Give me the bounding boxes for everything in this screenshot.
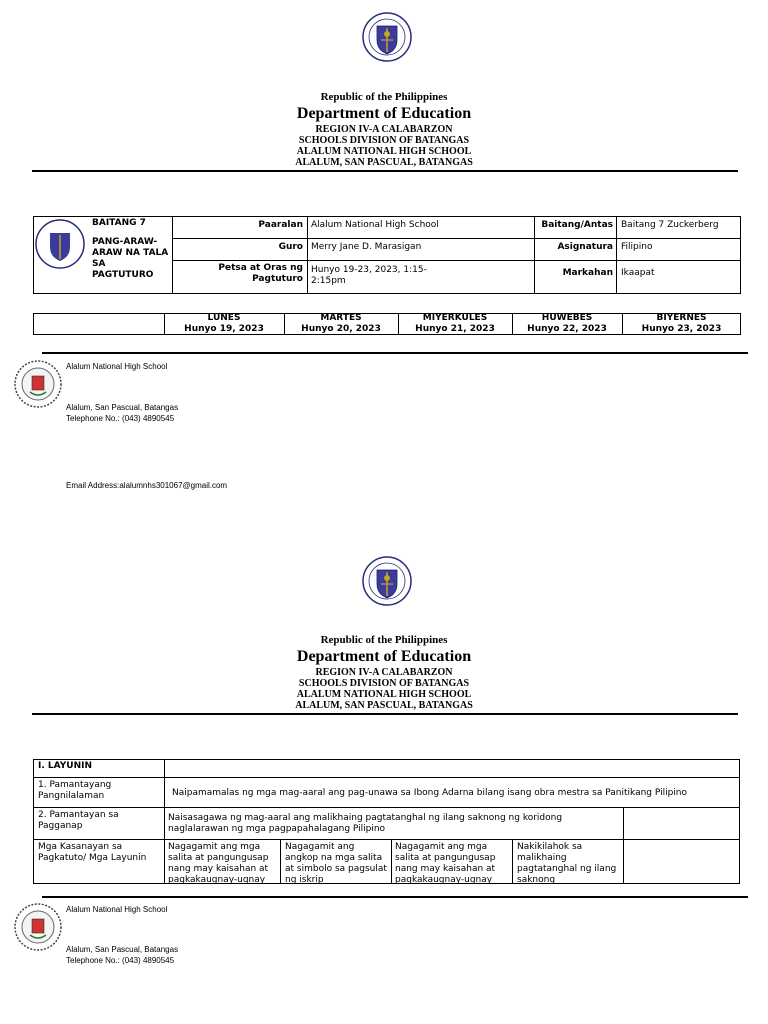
school-logo-icon	[14, 903, 62, 951]
footer-divider	[42, 896, 748, 898]
department-title: Department of Education	[296, 105, 472, 122]
day-header: BIYERNES Hunyo 23, 2023	[641, 313, 722, 334]
subject-value: Filipino	[621, 242, 653, 252]
day-header: MARTES Hunyo 20, 2023	[301, 313, 381, 334]
date-time-value: Hunyo 19-23, 2023, 1:15-2:15pm	[311, 265, 427, 286]
school-line: ALALUM NATIONAL HIGH SCHOOL	[296, 146, 472, 157]
republic-line: Republic of the Philippines	[320, 91, 448, 103]
footer-address: Alalum, San Pascual, Batangas	[66, 945, 179, 954]
subject-label: Asignatura	[557, 242, 613, 252]
competency-cell: Nagagamit ang angkop na mga salita at simbolo sa pagsulat ng iskrip	[285, 842, 387, 885]
footer-telephone: Telephone No.: (043) 4890545	[66, 414, 175, 423]
footer-divider	[42, 352, 748, 354]
republic-line: Republic of the Philippines	[320, 634, 448, 646]
content-standard-label: 1. Pamantayang Pangnilalaman	[38, 780, 112, 801]
grade-value: Baitang 7 Zuckerberg	[621, 220, 719, 230]
footer-school: Alalum National High School	[66, 905, 168, 914]
competency-cell: Nagagamit ang mga salita at pangungusap nang may kaisahan at pagkakaugnay-ugnay	[395, 842, 496, 885]
deped-seal-icon	[362, 556, 412, 606]
deped-seal-small-icon	[35, 219, 85, 269]
school-logo-icon	[14, 360, 62, 408]
teacher-value: Merry Jane D. Marasigan	[311, 242, 422, 252]
performance-standard-label: 2. Pamantayan sa Pagganap	[38, 810, 119, 831]
footer-address: Alalum, San Pascual, Batangas	[66, 403, 179, 412]
region-line: REGION IV-A CALABARZON	[315, 124, 453, 135]
grade-title: BAITANG 7	[92, 218, 146, 228]
school-line: ALALUM NATIONAL HIGH SCHOOL	[296, 689, 472, 700]
grade-label: Baitang/Antas	[541, 220, 613, 230]
day-header: MIYERKULES Hunyo 21, 2023	[415, 313, 495, 334]
footer-email: Email Address:alalumnhs301067@gmail.com	[66, 481, 228, 490]
footer-telephone: Telephone No.: (043) 4890545	[66, 956, 175, 965]
doc-title: PANG-ARAW-ARAW NA TALA SA PAGTUTURO	[92, 237, 169, 280]
header-divider	[32, 170, 738, 172]
competency-cell: Nakikilahok sa malikhaing pagtatanghal ng ilang saknong	[517, 842, 617, 885]
content-standard-value: Naipamamalas ng mga mag-aaral ang pag-unawa sa Ibong Adarna bilang isang obra mestra sa Panitikang Pilipino	[172, 788, 688, 798]
header-divider	[32, 713, 738, 715]
address-line: ALALUM, SAN PASCUAL, BATANGAS	[295, 157, 473, 168]
school-value: Alalum National High School	[311, 220, 439, 230]
department-title: Department of Education	[296, 648, 472, 665]
day-header: HUWEBES Hunyo 22, 2023	[527, 313, 607, 334]
region-line: REGION IV-A CALABARZON	[315, 667, 453, 678]
performance-standard-value: Naisasagawa ng mag-aaral ang malikhaing pagtatanghal ng ilang saknong ng koridong naglalarawan ng mga pagpapahalagang Pilipino	[168, 813, 563, 834]
competency-cell: Nagagamit ang mga salita at pangungusap nang may kaisahan at pagkakaugnay-ugnay	[168, 842, 269, 885]
footer-school: Alalum National High School	[66, 362, 168, 371]
division-line: SCHOOLS DIVISION OF BATANGAS	[298, 678, 470, 689]
quarter-label: Markahan	[562, 268, 613, 278]
school-label: Paaralan	[258, 220, 303, 230]
teacher-label: Guro	[278, 242, 303, 252]
address-line: ALALUM, SAN PASCUAL, BATANGAS	[295, 700, 473, 711]
deped-seal-icon	[362, 12, 412, 62]
day-header: LUNES Hunyo 19, 2023	[184, 313, 264, 334]
quarter-value: Ikaapat	[621, 268, 655, 278]
date-time-label: Petsa at Oras ng Pagtuturo	[218, 263, 303, 284]
objectives-heading: I. LAYUNIN	[38, 761, 92, 771]
competency-label: Mga Kasanayan sa Pagkatuto/ Mga Layunin	[38, 842, 147, 863]
division-line: SCHOOLS DIVISION OF BATANGAS	[298, 135, 470, 146]
